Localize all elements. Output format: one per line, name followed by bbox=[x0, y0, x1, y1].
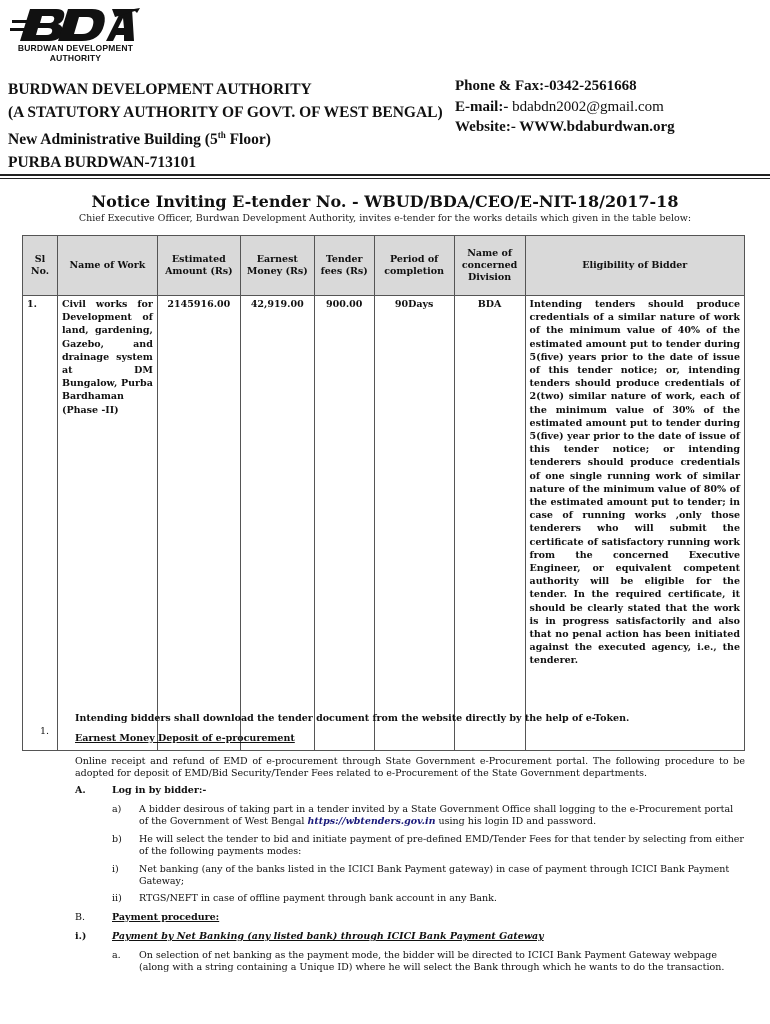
cell-fees: 900.00 bbox=[314, 296, 374, 751]
section-b-label: B. bbox=[75, 912, 86, 923]
section-a-title: Log in by bidder:- bbox=[112, 785, 207, 796]
item-b-text: He will select the tender to bid and initiate payment of pre-defined EMD/Tender Fees for that tender by selecting from either of the following payments modes: bbox=[139, 834, 744, 857]
emd-intro: Online receipt and refund of EMD of e-procurement through State Government e-Procurement portal. The following procedure to be adopted for deposit of EMD/Bid Security/Tender Fees related to e-Procurement of the State Government departments. bbox=[75, 756, 745, 779]
logo-subtitle bbox=[8, 44, 143, 63]
phone-value: 0342-2561668 bbox=[549, 78, 637, 94]
header-divider-thin bbox=[0, 178, 770, 179]
item-b-label: b) bbox=[112, 834, 122, 845]
organisation-address bbox=[8, 78, 443, 174]
col-header-eligibility: Eligibility of Bidder bbox=[525, 236, 744, 296]
section-b-title: Payment procedure: bbox=[112, 912, 220, 923]
org-name: BURDWAN DEVELOPMENT AUTHORITY bbox=[8, 81, 312, 98]
item1-number: 1. bbox=[40, 726, 50, 737]
org-building: New Administrative Building (5th Floor) bbox=[8, 130, 271, 149]
item-a-text: A bidder desirous of taking part in a tender invited by a State Government Office shall logging to the e-Procurement portal of the Government of West Bengal https://wbtenders.gov.in using his login ID and password. bbox=[139, 804, 734, 827]
item1-title: Earnest Money Deposit of e-procurement bbox=[75, 733, 295, 744]
email-link[interactable]: bdabdn2002@gmail.com bbox=[508, 98, 664, 115]
logo-subtitle-line1: BURDWAN DEVELOPMENT bbox=[17, 43, 134, 53]
notice-title: Notice Inviting E-tender No. - WBUD/BDA/CEO/E-NIT-18/2017-18 bbox=[91, 192, 679, 211]
col-header-division: Name of concerned Division bbox=[454, 236, 525, 296]
download-note: Intending bidders shall download the tender document from the website directly by the help of e-Token. bbox=[75, 713, 630, 724]
col-header-work: Name of Work bbox=[57, 236, 157, 296]
phone-line: Phone & Fax:-0342-2561668 bbox=[455, 78, 637, 94]
cell-estimated: 2145916.00 bbox=[157, 296, 240, 751]
cell-division: BDA bbox=[454, 296, 525, 751]
logo-subtitle-line2: AUTHORITY bbox=[49, 52, 102, 63]
item-a2-text: On selection of net banking as the payment mode, the bidder will be directed to ICICI Bank Payment Gateway webpage (along with a string containing a Unique ID) where he will select the Bank through which he wants to do the transaction. bbox=[139, 950, 725, 973]
item-i-label: i) bbox=[112, 864, 119, 875]
notice-subtitle: Chief Executive Officer, Burdwan Development Authority, invites e-tender for the works details which given in the table below: bbox=[78, 213, 692, 224]
col-header-sl: Sl No. bbox=[23, 236, 58, 296]
wbtenders-link[interactable]: https://wbtenders.gov.in bbox=[307, 816, 436, 827]
org-status: (A STATUTORY AUTHORITY OF GOVT. OF WEST BENGAL) bbox=[8, 104, 443, 121]
org-city: PURBA BURDWAN-713101 bbox=[8, 154, 197, 172]
header-divider bbox=[0, 174, 770, 176]
cell-sl: 1. bbox=[23, 296, 58, 751]
cell-eligibility: Intending tenders should produce credentials of a similar nature of work of the minimum value of 40% of the estimated amount put to tender during 5(five) years prior to the date of issue of this tender notice; or, intending tenders should produce credentials of 2(two) similar nature of work, each of the minimum value of 30% of the estimated amount put to tender during 5(five) year prior to the date of issue of this tender notice; or intending tenderers should produce credentials of one single running work of similar nature of the minimum value of 80% of the estimated amount put to tender; in case of running works ,only those tenderers who will submit the certificate of satisfactory running work from the concerned Executive Engineer, or equivalent competent authority will be eligible for the tender. In the required certificate, it should be clearly stated that the work is in progress satisfactorily and also that no penal action has been initiated against the executed agency, i.e., the tenderer. bbox=[525, 296, 744, 751]
website-line: Website:- WWW.bdaburdwan.org bbox=[455, 119, 675, 135]
col-header-period: Period of completion bbox=[374, 236, 454, 296]
item-i-text: Net banking (any of the banks listed in the ICICI Bank Payment gateway) in case of payment through ICICI Bank Payment Gateway; bbox=[139, 864, 730, 887]
section-a-label: A. bbox=[75, 785, 86, 796]
email-line: E-mail:- bdabdn2002@gmail.com bbox=[455, 98, 664, 115]
contact-block bbox=[455, 76, 675, 138]
item-i2-title: Payment by Net Banking (any listed bank) through ICICI Bank Payment Gateway bbox=[112, 931, 544, 942]
cell-earnest: 42,919.00 bbox=[240, 296, 314, 751]
table-row bbox=[23, 296, 745, 751]
col-header-estimated: Estimated Amount (Rs) bbox=[157, 236, 240, 296]
cell-period: 90Days bbox=[374, 296, 454, 751]
table-header-row bbox=[23, 236, 745, 296]
item-a2-label: a. bbox=[112, 950, 121, 961]
item-ii-label: ii) bbox=[112, 893, 122, 904]
tender-table bbox=[22, 235, 745, 751]
item-i2-label: i.) bbox=[75, 931, 87, 942]
cell-work: Civil works for Development of land, gardening, Gazebo, and drainage system at DM Bungalow, Purba Bardhaman (Phase -II) bbox=[57, 296, 157, 751]
bda-logo-mark bbox=[8, 6, 140, 44]
item-ii-text: RTGS/NEFT in case of offline payment through bank account in any Bank. bbox=[139, 893, 497, 904]
bda-logo bbox=[8, 6, 143, 66]
item-a-label: a) bbox=[112, 804, 122, 815]
website-link[interactable]: WWW.bdaburdwan.org bbox=[515, 119, 675, 135]
col-header-earnest: Earnest Money (Rs) bbox=[240, 236, 314, 296]
col-header-fees: Tender fees (Rs) bbox=[314, 236, 374, 296]
